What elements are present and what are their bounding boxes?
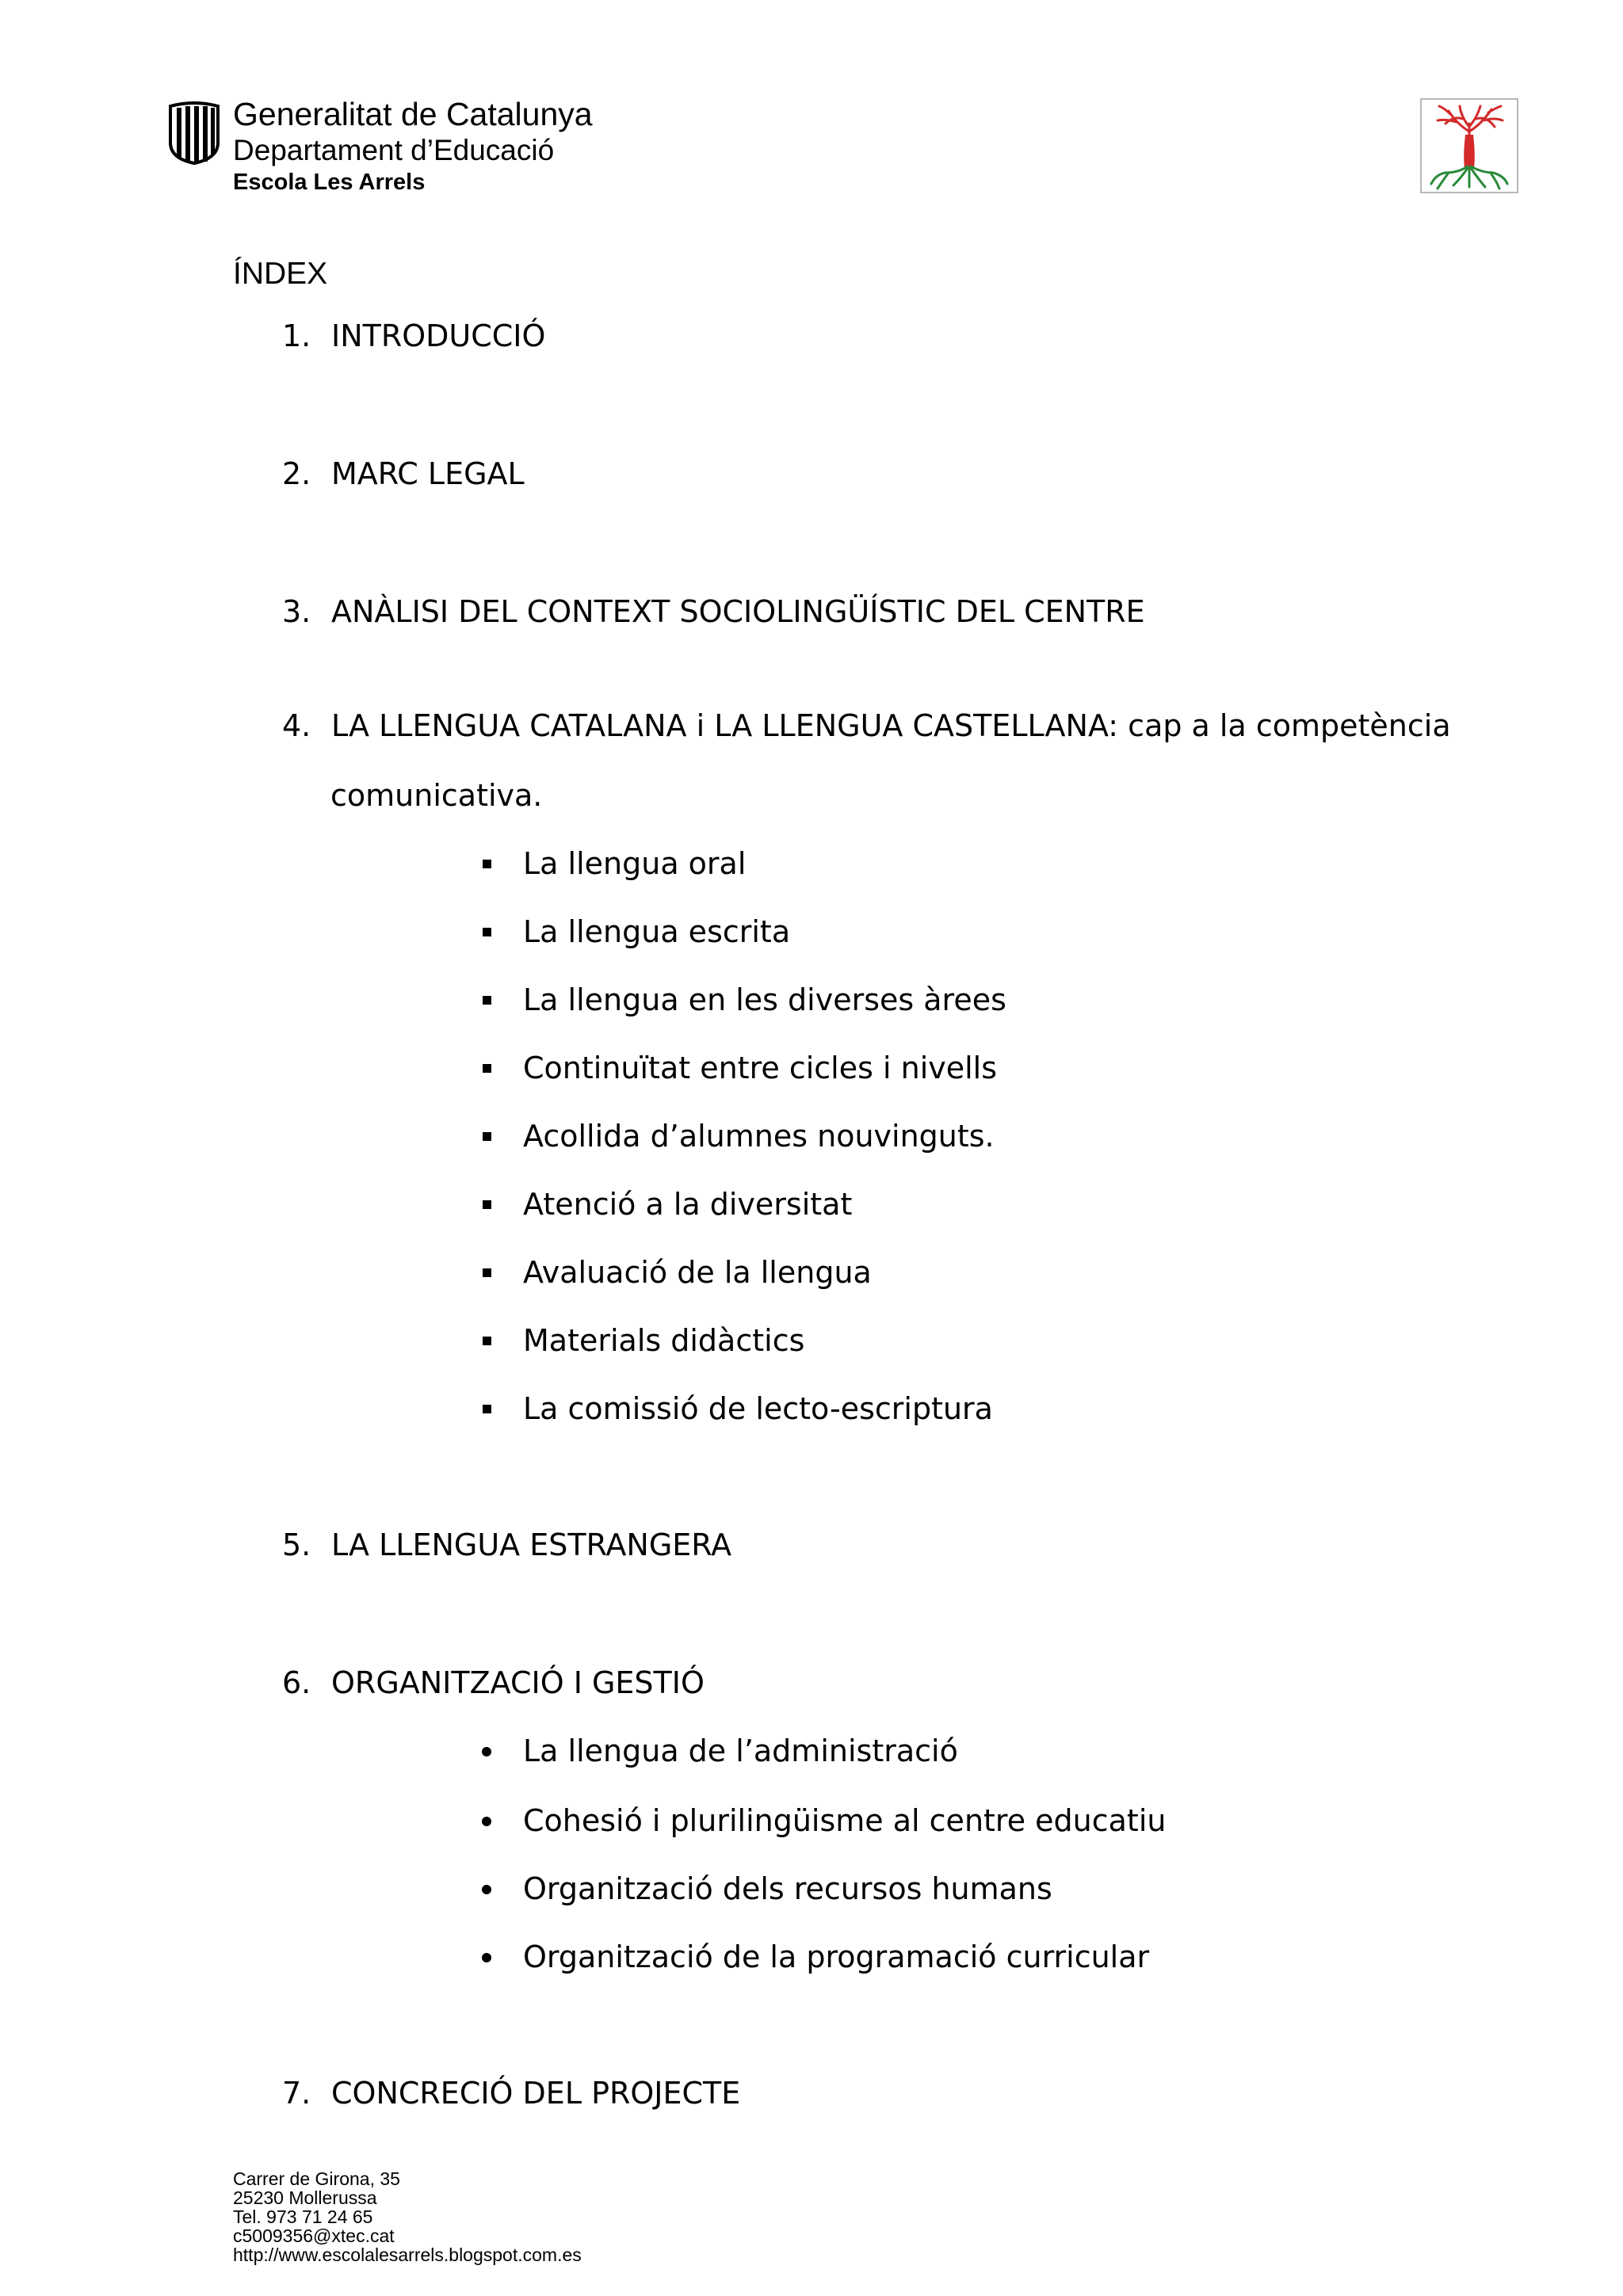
square-bullet-icon xyxy=(480,1322,512,1360)
footer-email: c5009356@xtec.cat xyxy=(233,2225,395,2246)
round-bullet-icon xyxy=(480,1732,512,1770)
square-bullet-icon xyxy=(480,1049,512,1087)
footer-url: http://www.escolalesarrels.blogspot.com.es xyxy=(233,2245,582,2265)
square-bullet-icon xyxy=(480,1185,512,1223)
tree-roots-logo-icon xyxy=(1420,98,1518,193)
section-label: MARC LEGAL xyxy=(331,456,525,491)
section-number: 3. xyxy=(282,594,311,629)
round-bullet-icon xyxy=(480,1938,512,1976)
section-number: 7. xyxy=(282,2076,311,2111)
round-bullet-icon xyxy=(480,1802,512,1840)
section-label: LA LLENGUA CATALANA i LA LLENGUA CASTELLANA: cap a la competència xyxy=(331,708,1451,743)
section-number: 6. xyxy=(282,1665,311,1700)
section-number: 5. xyxy=(282,1527,311,1562)
square-bullet-icon xyxy=(480,1390,512,1428)
section-label: INTRODUCCIÓ xyxy=(331,318,546,353)
section-number: 2. xyxy=(282,456,311,491)
section-label: CONCRECIÓ DEL PROJECTE xyxy=(331,2076,741,2111)
header-department: Departament d’Educació xyxy=(233,134,555,166)
footer-postal: 25230 Mollerussa xyxy=(233,2187,377,2208)
round-bullet-icon xyxy=(480,1870,512,1908)
section-label: ORGANITZACIÓ I GESTIÓ xyxy=(331,1665,705,1700)
section-label-continuation: comunicativa. xyxy=(330,778,543,813)
section-label: LA LLENGUA ESTRANGERA xyxy=(331,1527,732,1562)
footer-phone: Tel. 973 71 24 65 xyxy=(233,2206,373,2227)
square-bullet-icon xyxy=(480,981,512,1019)
square-bullet-icon xyxy=(480,1253,512,1291)
square-bullet-icon xyxy=(480,1117,512,1155)
section-number: 4. xyxy=(282,708,311,743)
section-number: 1. xyxy=(282,318,311,353)
index-title: ÍNDEX xyxy=(233,257,328,291)
catalan-crest-icon xyxy=(167,101,221,165)
page-footer xyxy=(233,2169,582,2264)
square-bullet-icon xyxy=(480,845,512,883)
header-generalitat: Generalitat de Catalunya xyxy=(233,96,593,132)
section-label: ANÀLISI DEL CONTEXT SOCIOLINGÜÍSTIC DEL CENTRE xyxy=(331,594,1145,629)
footer-address: Carrer de Girona, 35 xyxy=(233,2168,400,2189)
square-bullet-icon xyxy=(480,913,512,951)
header-school-name: Escola Les Arrels xyxy=(233,170,426,195)
